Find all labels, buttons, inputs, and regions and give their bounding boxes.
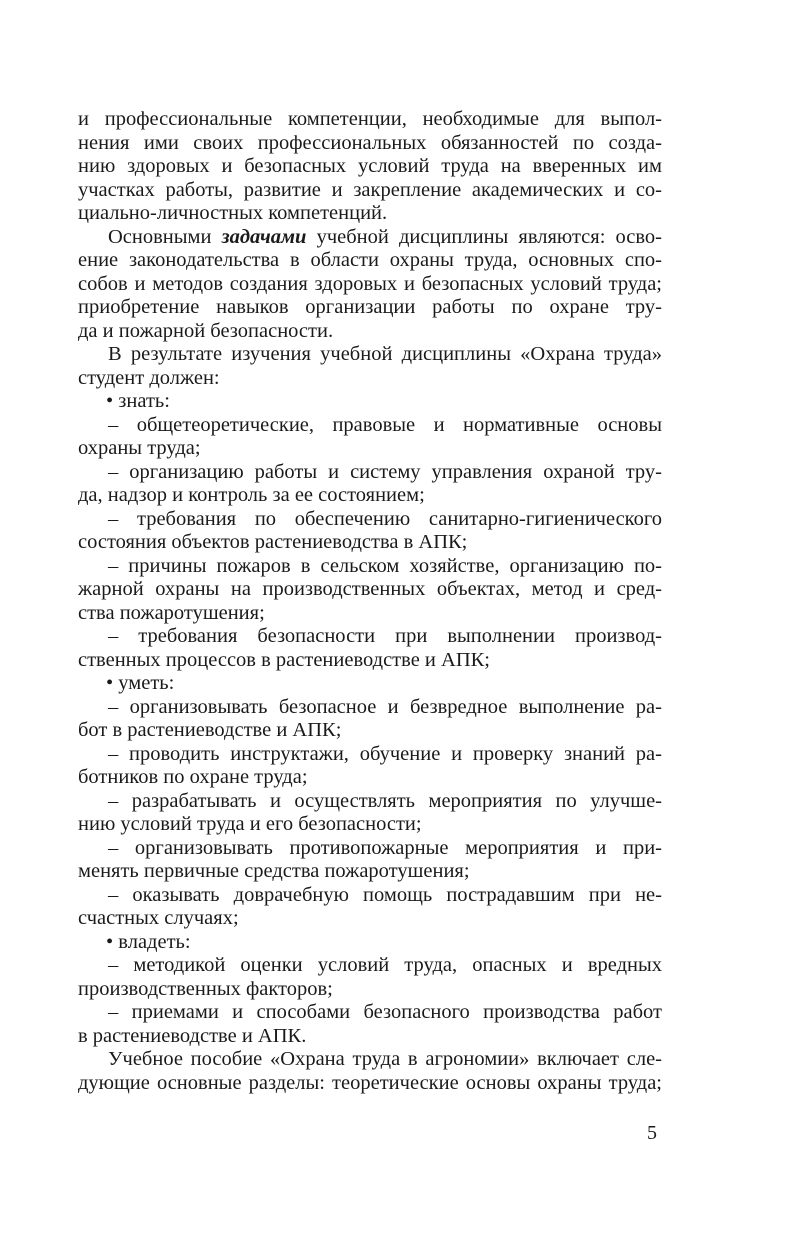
know-item-3-line-2: состояния объектов растениеводства в АПК; [78, 531, 468, 553]
can-item-5-line-2: счастных случаях; [78, 907, 239, 929]
paragraph-4-line-2: дующие основные разделы: теоретические основы охраны труда; [78, 1071, 662, 1094]
paragraph-2-line-4: приобретение навыков организации работы по охране тру- [78, 296, 662, 318]
paragraph-3-line-2: студент должен: [78, 366, 220, 389]
know-item-4-line-2: жарной охраны на производственных объектах, метод и сред- [78, 578, 662, 600]
bullet-know: • знать: [106, 390, 170, 412]
master-item-1-line-1: – методикой оценки условий труда, опасных и вредных [108, 954, 662, 976]
can-item-2-line-1: – проводить инструктажи, обучение и проверку знаний ра- [108, 742, 662, 765]
can-item-1-line-1: – организовывать безопасное и безвредное выполнение ра- [108, 695, 662, 718]
know-item-2-line-2: да, надзор и контроль за ее состоянием; [78, 484, 425, 506]
know-item-3-line-1: – требования по обеспечению санитарно-гигиенического [108, 507, 662, 530]
bullet-can: • уметь: [106, 672, 175, 694]
paragraph-2-line-3: собов и методов создания здоровых и безопасных условий труда; [78, 272, 662, 295]
page-number: 5 [647, 1122, 657, 1144]
can-item-2-line-2: ботников по охране труда; [78, 766, 308, 788]
paragraph-1-line-1: и профессиональные компетенции, необходимые для выпол- [78, 108, 662, 130]
paragraph-2-lead: Основными [108, 225, 222, 248]
paragraph-1-line-3: нию здоровых и безопасных условий труда на вверенных им [78, 155, 662, 177]
paragraph-1-line-5: циально-личностных компетенций. [78, 202, 388, 224]
know-item-4-line-1: – причины пожаров в сельском хозяйстве, организацию по- [108, 554, 662, 577]
paragraph-1-line-4: участках работы, развитие и закрепление академических и со- [78, 178, 662, 201]
paragraph-3-line-1: В результате изучения учебной дисциплины «Охрана труда» [108, 343, 662, 365]
know-item-2-line-1: – организацию работы и систему управления охраной тру- [108, 460, 662, 483]
know-item-1-line-2: охраны труда; [78, 437, 201, 459]
page-body [78, 108, 662, 1095]
can-item-4-line-1: – организовывать противопожарные мероприятия и при- [108, 836, 662, 859]
know-item-4-line-3: ства пожаротушения; [78, 601, 265, 624]
know-item-5-line-1: – требования безопасности при выполнении производ- [108, 625, 662, 647]
paragraph-1-line-2: нения ими своих профессиональных обязанностей по созда- [78, 131, 662, 154]
can-item-4-line-2: менять первичные средства пожаротушения; [78, 860, 470, 882]
master-item-2-line-1: – приемами и способами безопасного производства работ [108, 1001, 662, 1023]
can-item-3-line-2: нию условий труда и его безопасности; [78, 813, 422, 835]
paragraph-4-line-1: Учебное пособие «Охрана труда в агрономии» включает сле- [108, 1048, 662, 1070]
know-item-5-line-2: ственных процессов в растениеводстве и АПК; [78, 648, 491, 671]
emphasized-term: задачами [221, 225, 307, 248]
know-item-1-line-1: – общетеоретические, правовые и нормативные основы [108, 413, 662, 436]
bullet-master: • владеть: [106, 930, 191, 953]
can-item-1-line-2: бот в растениеводстве и АПК; [78, 719, 342, 741]
can-item-5-line-1: – оказывать доврачебную помощь пострадавшим при не- [108, 883, 662, 906]
master-item-1-line-2: производственных факторов; [78, 977, 333, 1000]
paragraph-2-line-5: да и пожарной безопасности. [78, 319, 334, 342]
paragraph-2-line-2: ение законодательства в области охраны труда, основных спо- [78, 249, 662, 271]
master-item-2-line-2: в растениеводстве и АПК. [78, 1024, 307, 1047]
can-item-3-line-1: – разрабатывать и осуществлять мероприятия по улучше- [108, 789, 662, 812]
paragraph-2-rest: учебной дисциплины являются: осво- [306, 225, 662, 248]
paragraph-2-line-1 [78, 226, 662, 250]
